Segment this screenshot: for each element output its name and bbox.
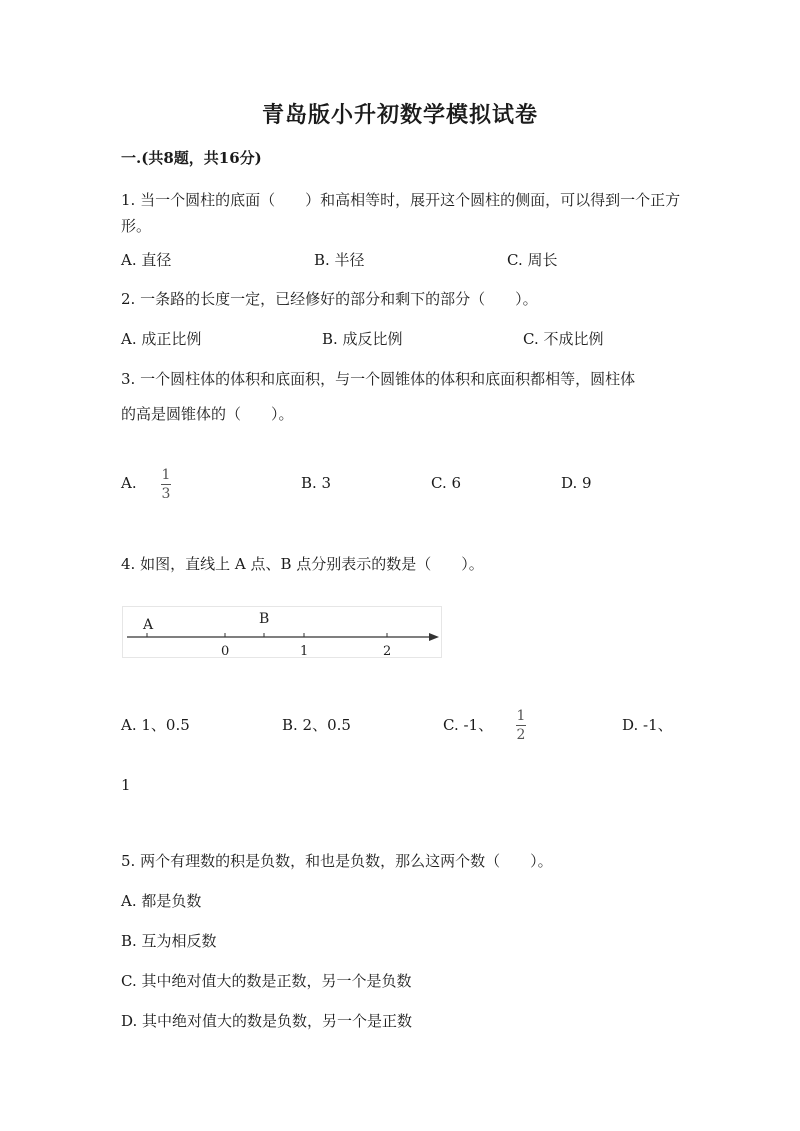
- section-heading: 一.(共8题，共16分): [121, 149, 262, 167]
- tick-label-1: 1: [300, 644, 309, 657]
- q3-option-d[interactable]: D. 9: [561, 474, 592, 492]
- number-line-svg: [123, 607, 441, 657]
- q4-option-d[interactable]: D. -1、: [622, 716, 673, 734]
- question-3-line-2: 的高是圆锥体的（ ）。: [121, 405, 294, 423]
- q3-option-a-label[interactable]: A.: [121, 474, 137, 492]
- fraction-denominator: 2: [516, 727, 526, 743]
- tick-label-0: 0: [221, 644, 230, 657]
- q2-option-c[interactable]: C. 不成比例: [523, 330, 604, 348]
- q4-option-a[interactable]: A. 1、0.5: [121, 716, 190, 734]
- question-5: 5. 两个有理数的积是负数，和也是负数，那么这两个数（ ）。: [121, 852, 553, 870]
- question-1: 1. 当一个圆柱的底面（ ）和高相等时，展开这个圆柱的侧面，可以得到一个正方形。: [121, 191, 681, 235]
- q4-option-b[interactable]: B. 2、0.5: [282, 716, 351, 734]
- q4-option-c-fraction: [516, 708, 526, 743]
- question-4: 4. 如图，直线上 A 点、B 点分别表示的数是（ ）。: [121, 555, 484, 573]
- tick-label-2: 2: [383, 644, 392, 657]
- question-2: 2. 一条路的长度一定，已经修好的部分和剩下的部分（ ）。: [121, 290, 538, 308]
- point-a-label: A: [143, 617, 154, 633]
- q1-option-b[interactable]: B. 半径: [314, 251, 365, 269]
- fraction-numerator: 1: [516, 708, 526, 724]
- q3-option-b[interactable]: B. 3: [301, 474, 332, 492]
- q3-option-c[interactable]: C. 6: [431, 474, 462, 492]
- q3-option-a-fraction: [161, 467, 171, 502]
- q1-option-a[interactable]: A. 直径: [121, 251, 172, 269]
- fraction-bar: [161, 484, 171, 485]
- fraction-bar: [516, 725, 526, 726]
- q5-option-d[interactable]: D. 其中绝对值大的数是负数，另一个是正数: [121, 1012, 413, 1030]
- fraction-numerator: 1: [161, 467, 171, 483]
- q5-option-b[interactable]: B. 互为相反数: [121, 932, 217, 950]
- point-b-label: B: [259, 611, 270, 627]
- question-3-line-1: 3. 一个圆柱体的体积和底面积，与一个圆锥体的体积和底面积都相等，圆柱体: [121, 370, 636, 388]
- page-title: 青岛版小升初数学模拟试卷: [261, 102, 538, 128]
- arrow-head-icon: [429, 633, 439, 641]
- fraction-denominator: 3: [161, 486, 171, 502]
- q2-option-a[interactable]: A. 成正比例: [121, 330, 202, 348]
- q4-option-c-label[interactable]: C. -1、: [443, 716, 494, 734]
- q1-option-c[interactable]: C. 周长: [507, 251, 558, 269]
- q4-option-d-continued: 1: [121, 776, 131, 794]
- q2-option-b[interactable]: B. 成反比例: [322, 330, 403, 348]
- number-line-figure: [122, 606, 442, 658]
- q5-option-a[interactable]: A. 都是负数: [121, 892, 202, 910]
- q5-option-c[interactable]: C. 其中绝对值大的数是正数，另一个是负数: [121, 972, 412, 990]
